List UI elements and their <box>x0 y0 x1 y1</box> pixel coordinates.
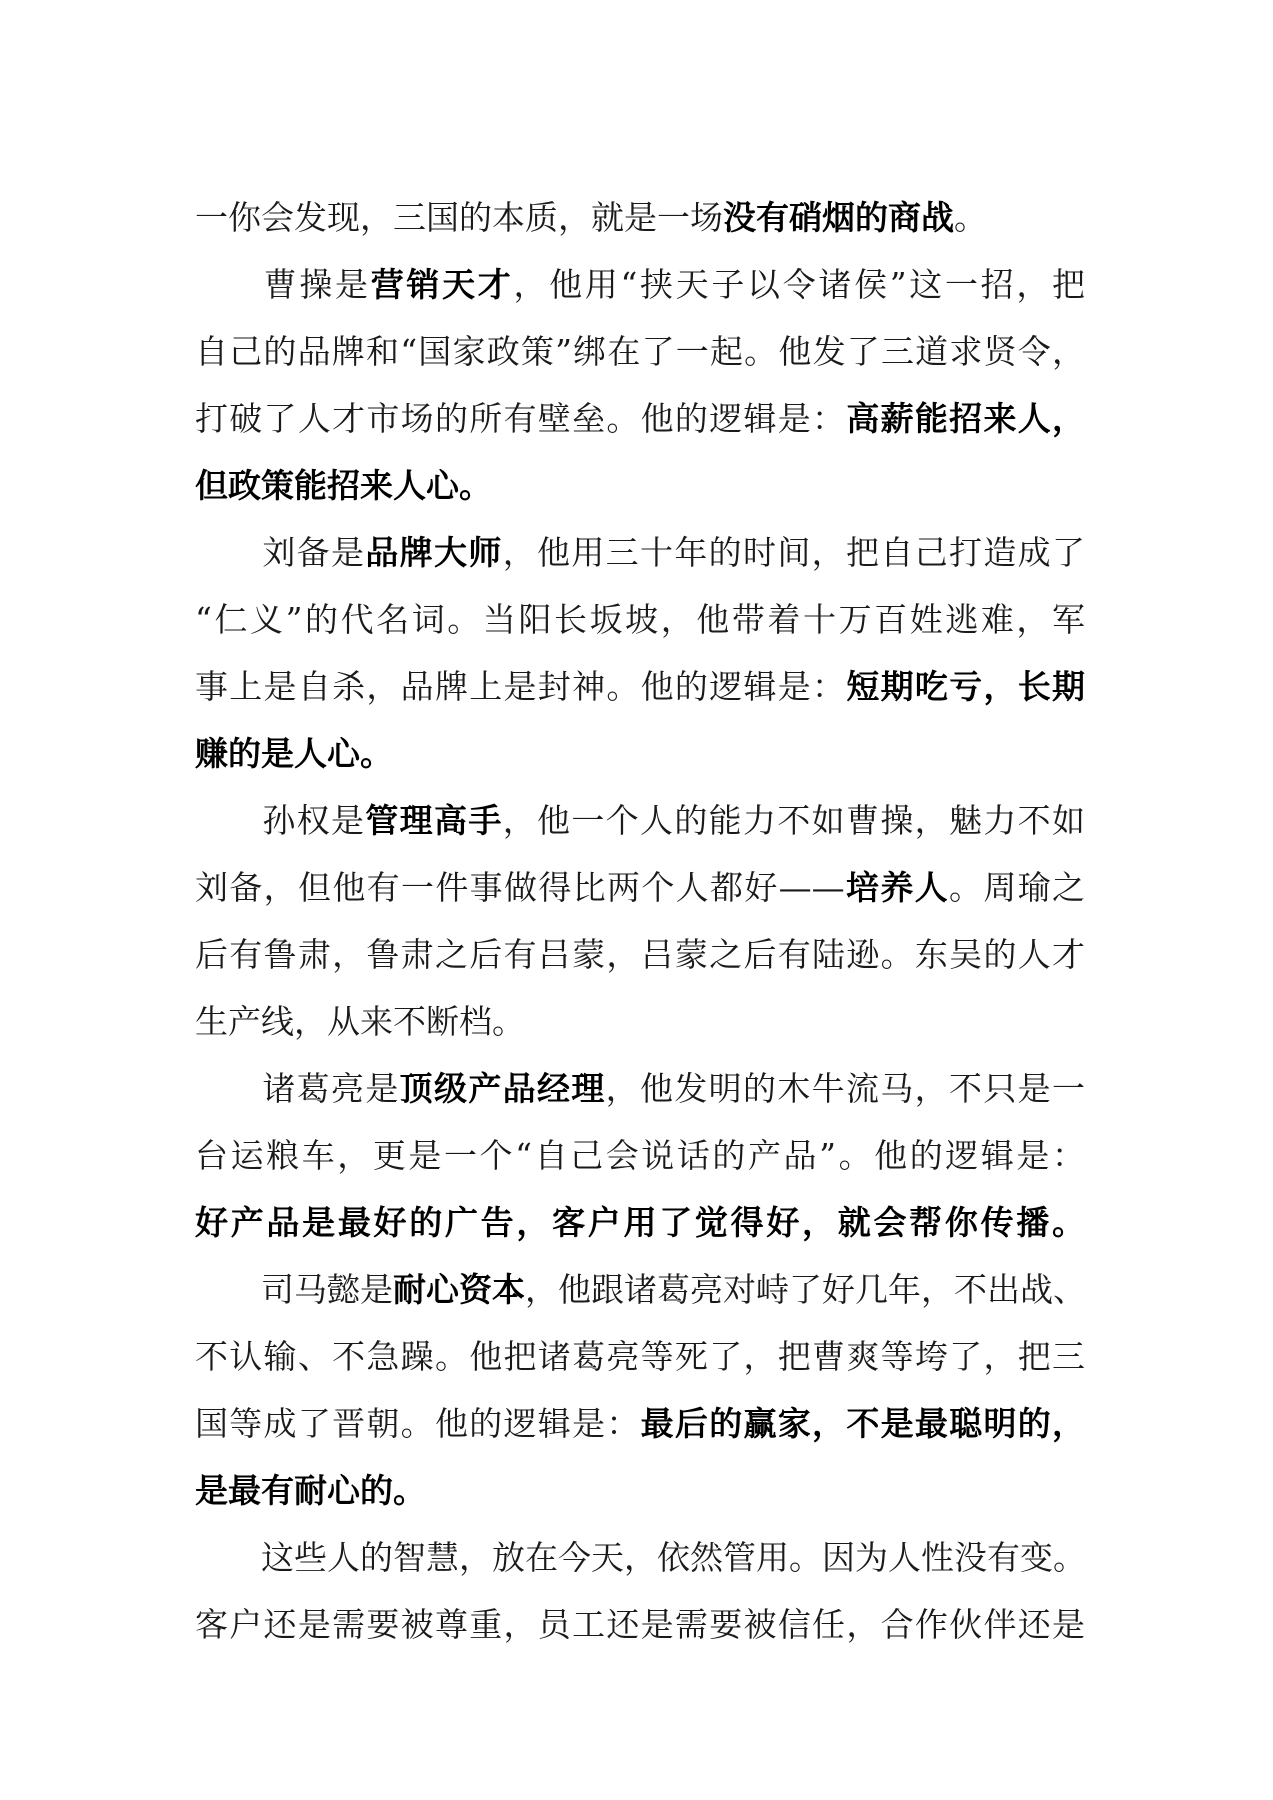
text-line <box>195 586 1085 653</box>
text-run: 台运粮车，更是一个“自己会说话的产品”。他的逻辑是： <box>195 1136 1085 1175</box>
text-line <box>195 1122 1085 1189</box>
bold-phrase: 赚的是人心。 <box>195 734 393 773</box>
paragraph-p1 <box>195 251 1085 519</box>
bold-phrase: 但政策能招来人心。 <box>195 466 492 505</box>
text-line <box>195 787 1085 854</box>
text-line <box>195 854 1085 921</box>
bold-phrase: 品牌大师 <box>365 533 503 572</box>
text-line <box>195 921 1085 988</box>
text-run: 国等成了晋朝。他的逻辑是： <box>195 1404 641 1443</box>
text-run: 生产线，从来不断档。 <box>195 1002 525 1041</box>
text-run: ，他一个人的能力不如曹操，魅力不如 <box>502 801 1086 840</box>
text-run: 。周瑜之 <box>949 868 1086 907</box>
text-line <box>195 318 1085 385</box>
text-run: 司马懿是 <box>261 1270 393 1309</box>
text-run: 不认输、不急躁。他把诸葛亮等死了，把曹爽等垮了，把三 <box>195 1337 1085 1376</box>
text-line <box>195 1323 1085 1390</box>
text-line <box>195 653 1085 720</box>
text-line <box>195 1524 1085 1591</box>
text-run: ，他跟诸葛亮对峙了好几年，不出战、 <box>525 1270 1086 1309</box>
text-line <box>195 1457 1085 1524</box>
text-line <box>195 720 1085 787</box>
paragraph-p3 <box>195 787 1085 1055</box>
text-run: 曹操是 <box>261 265 371 304</box>
text-run: ，他用三十年的时间，把自己打造成了 <box>502 533 1086 572</box>
text-line <box>195 519 1085 586</box>
text-run: 后有鲁肃，鲁肃之后有吕蒙，吕蒙之后有陆逊。东吴的人才 <box>195 935 1085 974</box>
bold-phrase: 顶级产品经理 <box>399 1069 606 1108</box>
text-run: 。 <box>954 198 987 237</box>
bold-phrase: 是最有耐心的。 <box>195 1471 426 1510</box>
text-run: 诸葛亮是 <box>261 1069 400 1108</box>
text-run: 打破了人才市场的所有壁垒。他的逻辑是： <box>195 399 847 438</box>
text-run: “仁义”的代名词。当阳长坂坡，他带着十万百姓逃难，军 <box>195 600 1085 639</box>
bold-phrase: 培养人 <box>844 868 950 907</box>
text-run: ，他用“挟天子以令诸侯”这一招，把 <box>513 265 1086 304</box>
text-run: 孙权是 <box>261 801 366 840</box>
bold-phrase: 没有硝烟的商战 <box>723 198 954 237</box>
bold-phrase: 好产品是最好的广告，客户用了觉得好，就会帮你传播。 <box>195 1203 1085 1242</box>
text-line <box>195 184 1085 251</box>
text-run: 刘备，但他有一件事做得比两个人都好—— <box>195 868 845 907</box>
text-run: 客户还是需要被尊重，员工还是需要被信任，合作伙伴还是 <box>195 1605 1085 1644</box>
text-run: 事上是自杀，品牌上是封神。他的逻辑是： <box>195 667 847 706</box>
bold-phrase: 短期吃亏，长期 <box>846 667 1086 706</box>
paragraph-p5 <box>195 1256 1085 1524</box>
text-line <box>195 1055 1085 1122</box>
body-text <box>195 184 1085 1658</box>
paragraph-p6 <box>195 1524 1085 1658</box>
bold-phrase: 营销天才 <box>370 265 514 304</box>
text-run: ，他发明的木牛流马，不只是一 <box>605 1069 1086 1108</box>
paragraph-p4 <box>195 1055 1085 1256</box>
text-line <box>195 452 1085 519</box>
text-line <box>195 385 1085 452</box>
text-run: 刘备是 <box>261 533 366 572</box>
text-line <box>195 1189 1085 1256</box>
text-line <box>195 1256 1085 1323</box>
text-run: 自己的品牌和“国家政策”绑在了一起。他发了三道求贤令， <box>195 332 1085 371</box>
text-line <box>195 1591 1085 1658</box>
text-line <box>195 988 1085 1055</box>
bold-phrase: 耐心资本 <box>393 1270 525 1309</box>
bold-phrase: 最后的赢家，不是最聪明的， <box>640 1404 1086 1443</box>
bold-phrase: 管理高手 <box>365 801 503 840</box>
paragraph-p0 <box>195 184 1085 251</box>
text-run: 这些人的智慧，放在今天，依然管用。因为人性没有变。 <box>261 1538 1086 1577</box>
bold-phrase: 高薪能招来人， <box>846 399 1086 438</box>
text-line <box>195 251 1085 318</box>
paragraph-p2 <box>195 519 1085 787</box>
text-run: 一你会发现，三国的本质，就是一场 <box>195 198 723 237</box>
text-line <box>195 1390 1085 1457</box>
